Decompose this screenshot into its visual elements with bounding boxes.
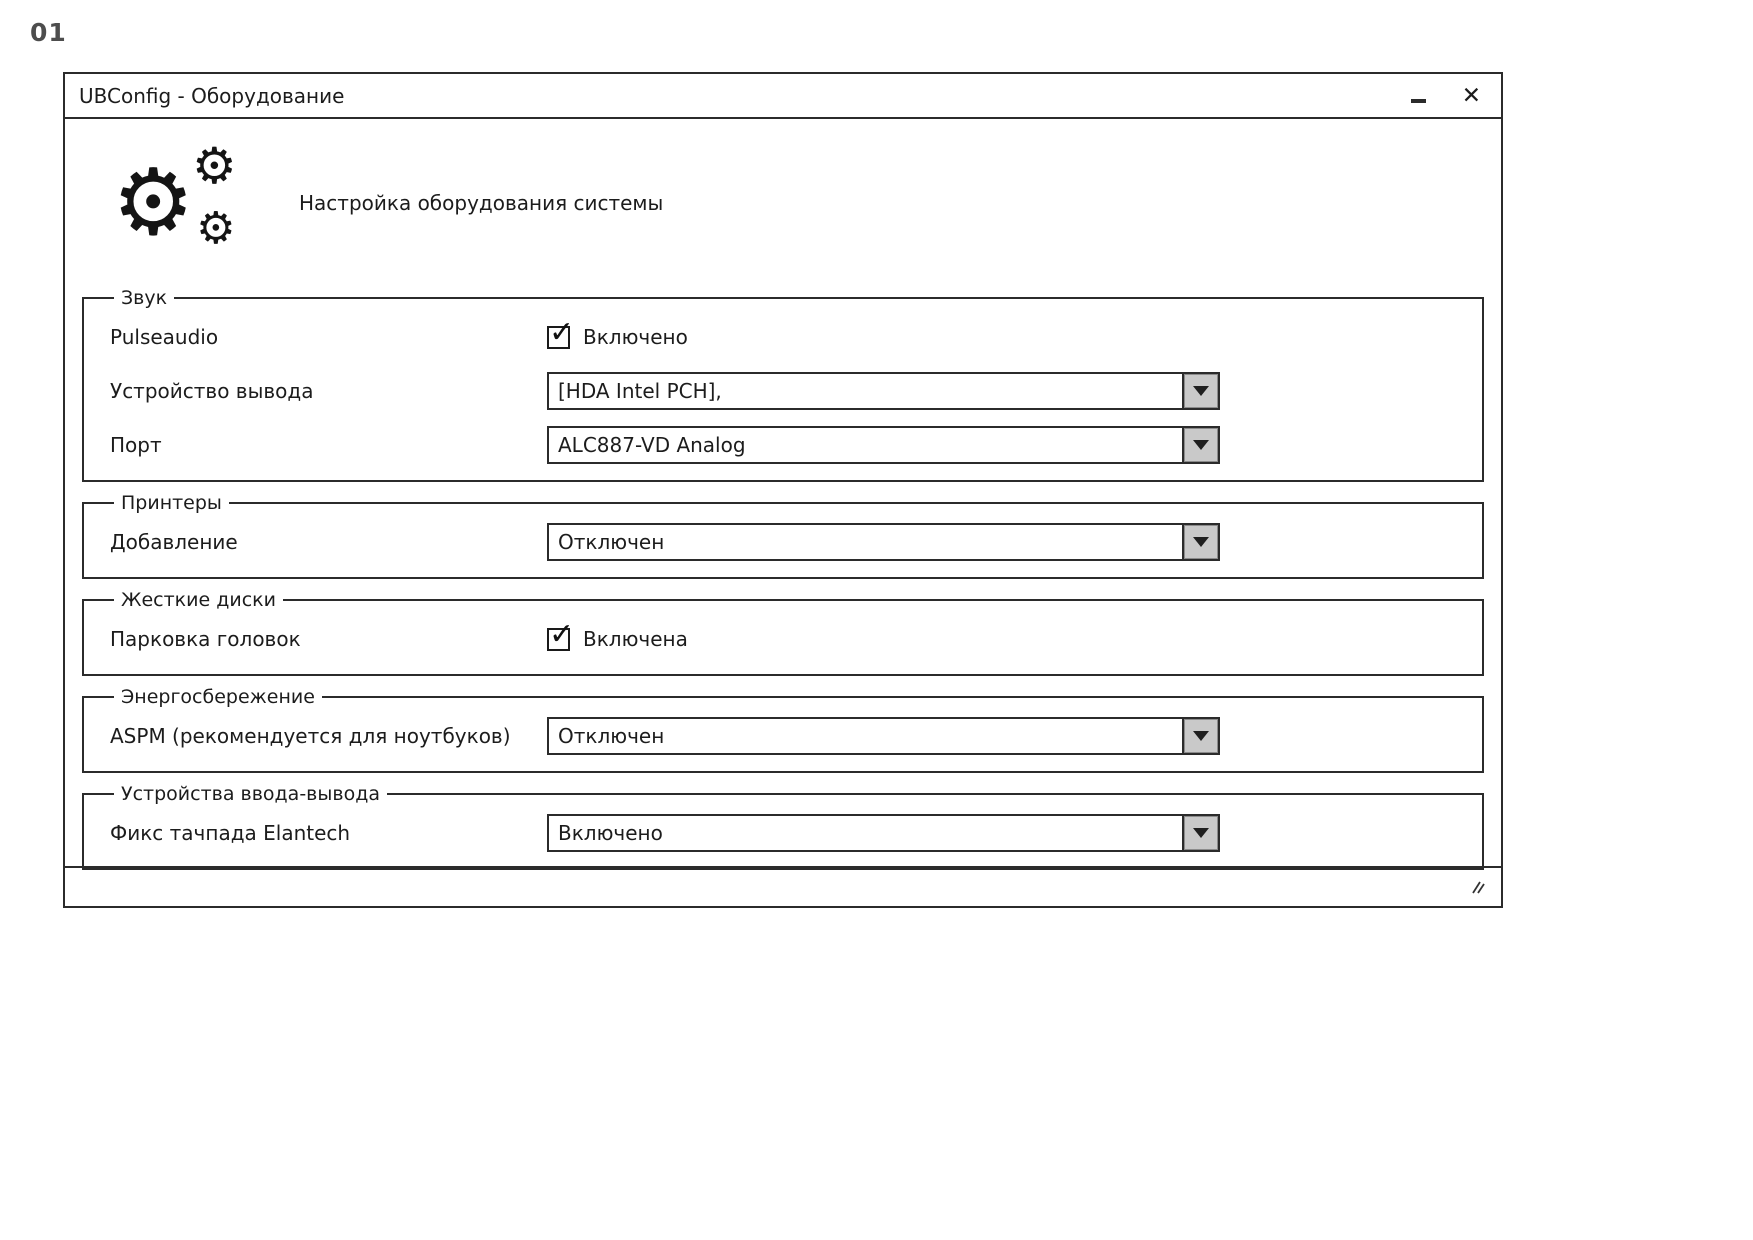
row-label-printer-adding: Добавление	[110, 530, 238, 554]
dropdown-value-printer-adding: Отключен	[558, 530, 665, 554]
resize-grip-icon[interactable]	[1467, 880, 1485, 894]
group-power-saving	[82, 686, 1484, 773]
header-description: Настройка оборудования системы	[299, 191, 664, 215]
minimize-icon	[1411, 99, 1426, 103]
group-legend-sound: Звук	[121, 287, 168, 309]
group-legend-printers: Принтеры	[121, 492, 222, 514]
group-legend-power-saving: Энергосбережение	[121, 686, 315, 708]
window-controls	[1408, 82, 1481, 109]
row-printer-adding	[110, 515, 1472, 569]
close-button[interactable]: ✕	[1461, 82, 1481, 109]
checkbox-head-parking[interactable]	[547, 616, 688, 652]
gears-icon	[112, 137, 247, 263]
checkbox-state-label-pulseaudio: Включено	[583, 325, 688, 349]
window-titlebar	[65, 74, 1501, 119]
dropdown-value-output-device: [HDA Intel PCH],	[558, 379, 722, 403]
row-pulseaudio	[110, 310, 1472, 364]
row-head-parking	[110, 612, 1472, 666]
row-label-elantech-touchpad-fix: Фикс тачпада Elantech	[110, 821, 351, 845]
row-port	[110, 418, 1472, 472]
dropdown-output-device[interactable]	[547, 372, 1220, 410]
row-label-output-device: Устройство вывода	[110, 379, 314, 403]
row-elantech-touchpad-fix	[110, 806, 1472, 860]
row-label-aspm: ASPM (рекомендуется для ноутбуков)	[110, 724, 511, 748]
checkbox-box-pulseaudio[interactable]	[547, 314, 575, 350]
row-label-pulseaudio: Pulseaudio	[110, 325, 219, 349]
group-io-devices	[82, 783, 1484, 870]
chevron-down-icon	[1193, 828, 1209, 838]
ubconfig-window	[63, 72, 1503, 908]
row-aspm	[110, 709, 1472, 763]
group-printers	[82, 492, 1484, 579]
dropdown-value-aspm: Отключен	[558, 724, 665, 748]
checkbox-box-head-parking[interactable]	[547, 616, 575, 652]
dropdown-arrow-button-elantech-touchpad-fix[interactable]	[1182, 816, 1218, 850]
dropdown-elantech-touchpad-fix[interactable]	[547, 814, 1220, 852]
status-bar	[65, 866, 1501, 906]
dropdown-aspm[interactable]	[547, 717, 1220, 755]
dropdown-arrow-button-output-device[interactable]	[1182, 374, 1218, 408]
dropdown-arrow-button-printer-adding[interactable]	[1182, 525, 1218, 559]
group-legend-hard-disks: Жесткие диски	[121, 589, 276, 611]
row-label-head-parking: Парковка головок	[110, 627, 301, 651]
minimize-button[interactable]	[1408, 85, 1430, 107]
gear-small-bottom-icon: ⚙	[196, 203, 236, 254]
chevron-down-icon	[1193, 386, 1209, 396]
check-icon: ✓	[549, 616, 575, 652]
chevron-down-icon	[1193, 440, 1209, 450]
window-title: UBConfig - Оборудование	[79, 83, 345, 108]
check-icon: ✓	[549, 314, 575, 350]
window-content	[65, 119, 1501, 870]
dropdown-printer-adding[interactable]	[547, 523, 1220, 561]
gear-big-icon: ⚙	[112, 149, 195, 256]
dropdown-port[interactable]	[547, 426, 1220, 464]
dropdown-arrow-button-port[interactable]	[1182, 428, 1218, 462]
row-label-port: Порт	[110, 433, 162, 457]
row-output-device	[110, 364, 1472, 418]
header-row	[82, 119, 1484, 287]
group-legend-io-devices: Устройства ввода-вывода	[121, 783, 380, 805]
chevron-down-icon	[1193, 537, 1209, 547]
checkbox-pulseaudio[interactable]	[547, 314, 688, 350]
dropdown-value-port: ALC887-VD Analog	[558, 433, 746, 457]
slide-number: 01	[30, 18, 67, 47]
group-sound	[82, 287, 1484, 482]
chevron-down-icon	[1193, 731, 1209, 741]
checkbox-state-label-head-parking: Включена	[583, 627, 688, 651]
settings-groups	[82, 287, 1484, 870]
dropdown-arrow-button-aspm[interactable]	[1182, 719, 1218, 753]
gear-small-top-icon: ⚙	[192, 137, 237, 195]
group-hard-disks	[82, 589, 1484, 676]
dropdown-value-elantech-touchpad-fix: Включено	[558, 821, 663, 845]
